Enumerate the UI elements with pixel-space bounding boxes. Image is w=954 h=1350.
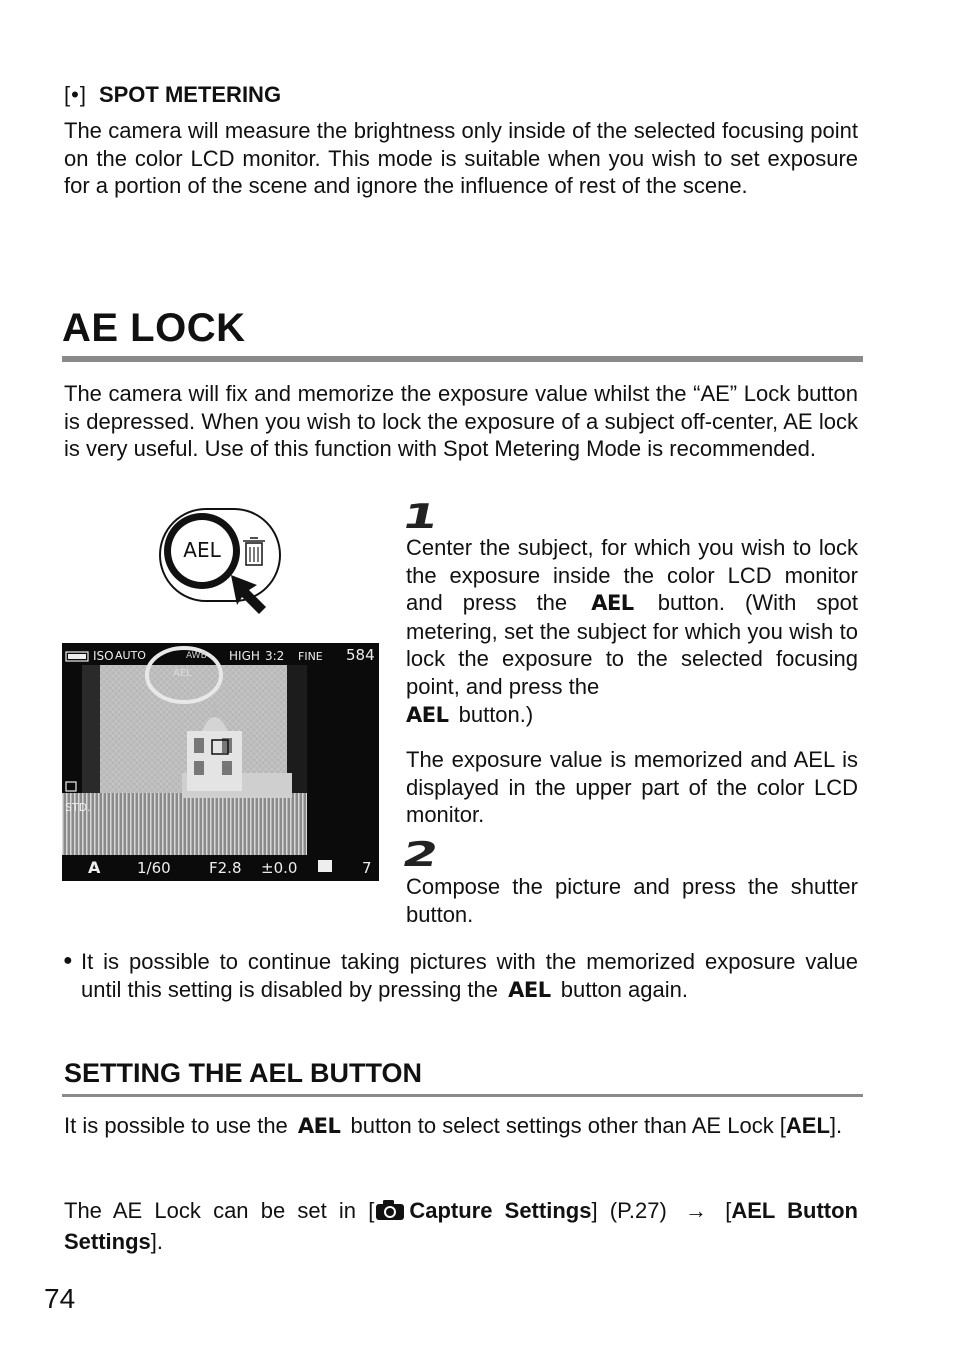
spot-metering-title: SPOT METERING — [98, 82, 282, 107]
step-1-text — [406, 534, 858, 729]
ael-button-label: AEL — [183, 538, 221, 562]
step-1-text-a: Center the subject, for which you wish to lock the exposure inside the color LCD monitor and press the — [406, 535, 858, 616]
setting-paragraph-1 — [64, 1112, 858, 1141]
step-2-text: Compose the picture and press the shutter button. — [406, 874, 858, 927]
setting-p1-b: button to select settings other than AE Lock [ — [350, 1113, 786, 1138]
page-title: AE LOCK — [62, 306, 246, 350]
spot-metering-icon: [•] — [64, 82, 87, 107]
section-heading: SETTING THE AEL BUTTON — [64, 1058, 423, 1088]
setting-paragraph-2 — [64, 1197, 858, 1255]
setting-p1-c: ]. — [829, 1113, 843, 1138]
section-divider — [62, 1094, 863, 1097]
ael-glyph: AEL — [406, 702, 449, 727]
bullet-dot — [63, 952, 73, 970]
spot-metering-text: The camera will measure the brightness only inside of the selected focusing point on the color LCD monitor. This mode is suitable when you wish to set exposure for a portion of the scene and ignore the influence of rest of the scene. — [64, 118, 858, 199]
ael-glyph: AEL — [508, 977, 551, 1002]
setting-p1-bold: AEL — [785, 1113, 830, 1138]
ael-button-settings-label: AEL Button Settings — [64, 1198, 858, 1254]
bullet-note-a: It is possible to continue taking pictures with the memorized exposure value until this setting is disabled by pressing the — [81, 949, 858, 1002]
spot-metering-heading — [64, 82, 281, 108]
lcd-shot-count: 584 — [346, 646, 375, 664]
lcd-shutter: 1/60 — [137, 859, 171, 877]
step-1-result: The exposure value is memorized and AEL is displayed in the upper part of the color LCD monitor. — [406, 747, 858, 828]
bullet-note — [81, 948, 858, 1004]
lcd-awb: AWB — [186, 651, 207, 661]
lcd-ael-indicator: AEL — [173, 668, 192, 679]
setting-p1-a: It is possible to use the — [64, 1113, 288, 1138]
lcd-fine: FINE — [298, 650, 323, 663]
lcd-monitor-image — [62, 643, 379, 881]
step-1-text-b: button. (With spot metering, set the subject for which you wish to lock the exposure to the selected focusing point, and press the — [406, 590, 858, 699]
intro-paragraph: The camera will fix and memorize the exposure value whilst the “AE” Lock button is depressed. When you wish to lock the exposure of a subject off-center, AE lock is very useful. Use of this function with Spot Metering Mode is recommended. — [64, 381, 858, 462]
capture-settings-label: Capture Settings — [409, 1198, 592, 1223]
camera-icon — [375, 1199, 405, 1228]
lcd-ratio: 3:2 — [265, 649, 285, 663]
arrow-right-icon: → — [685, 1198, 708, 1223]
ael-glyph: AEL — [591, 591, 634, 616]
lcd-iso-value: AUTO — [115, 649, 146, 662]
bullet-note-b: button again. — [560, 976, 688, 1002]
page-number: 74 — [44, 1283, 76, 1314]
setting-p2-d: ]. — [150, 1228, 164, 1254]
lcd-style: STD. — [65, 801, 91, 814]
step-1-text-c: button.) — [458, 701, 534, 727]
title-divider — [62, 356, 863, 362]
lcd-frames: 7 — [362, 859, 372, 877]
lcd-ev: ±0.0 — [261, 859, 298, 877]
step-1-number: 1 — [398, 497, 443, 537]
setting-p2-b: ] (P.27) — [591, 1198, 667, 1223]
ael-glyph: AEL — [297, 1114, 341, 1138]
lcd-iso-label: ISO — [93, 649, 114, 663]
ael-button-illustration — [155, 505, 290, 625]
bullet-dot-glyph: ● — [63, 952, 73, 969]
step-2-number: 2 — [398, 835, 443, 875]
setting-p2-a: The AE Lock can be set in [ — [64, 1198, 375, 1223]
lcd-aperture: F2.8 — [209, 859, 242, 877]
lcd-mode: A — [88, 858, 101, 877]
lcd-quality: HIGH — [229, 649, 260, 663]
setting-p2-c: [ — [725, 1198, 732, 1223]
